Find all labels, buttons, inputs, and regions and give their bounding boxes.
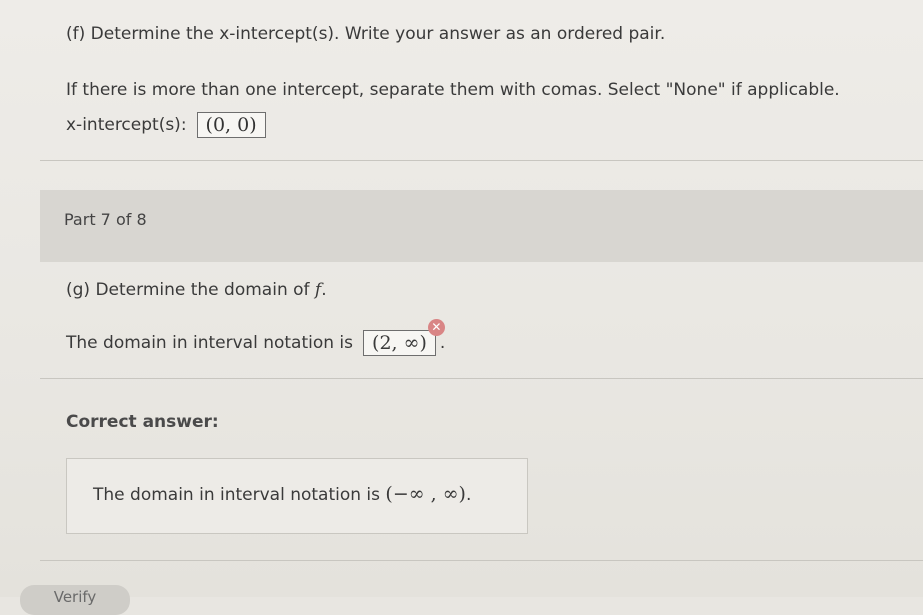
part-g-answer-label: The domain in interval notation is: [66, 333, 354, 353]
part-header: [40, 190, 923, 262]
part-f-note: If there is more than one intercept, separate them with comas. Select "None" if applicable.: [66, 80, 840, 100]
part-f-answer-box[interactable]: (0, 0): [197, 112, 266, 138]
incorrect-icon: ✕: [428, 319, 445, 336]
part-g-period: .: [439, 333, 446, 353]
part-g-prompt-text: (g) Determine the domain of: [66, 280, 315, 300]
part-g-prompt-suffix: .: [321, 280, 327, 300]
part-g-function-name: f: [314, 280, 322, 300]
part-f-answer-label: x-intercept(s):: [66, 115, 187, 135]
correct-answer-label: Correct answer:: [66, 412, 219, 432]
part-f-answer-row: [66, 112, 266, 138]
part-g-prompt: [66, 280, 327, 300]
correct-answer-interval: (−∞ , ∞): [385, 483, 466, 505]
correct-answer-period: .: [465, 485, 472, 505]
correct-answer-box: [66, 458, 528, 534]
part-f-prompt: (f) Determine the x-intercept(s). Write your answer as an ordered pair.: [66, 24, 666, 44]
part-label: Part 7 of 8: [64, 210, 147, 229]
part-g-answer-value: (2, ∞): [372, 332, 427, 354]
correct-answer-sentence: The domain in interval notation is: [93, 485, 386, 505]
correct-answer-text: [93, 483, 471, 505]
divider: [40, 160, 923, 161]
part-g-answer-box[interactable]: [363, 320, 442, 356]
part-g-answer-row: [66, 320, 446, 356]
divider: [40, 560, 923, 561]
verify-button[interactable]: Verify: [20, 585, 130, 615]
divider: [40, 378, 923, 379]
